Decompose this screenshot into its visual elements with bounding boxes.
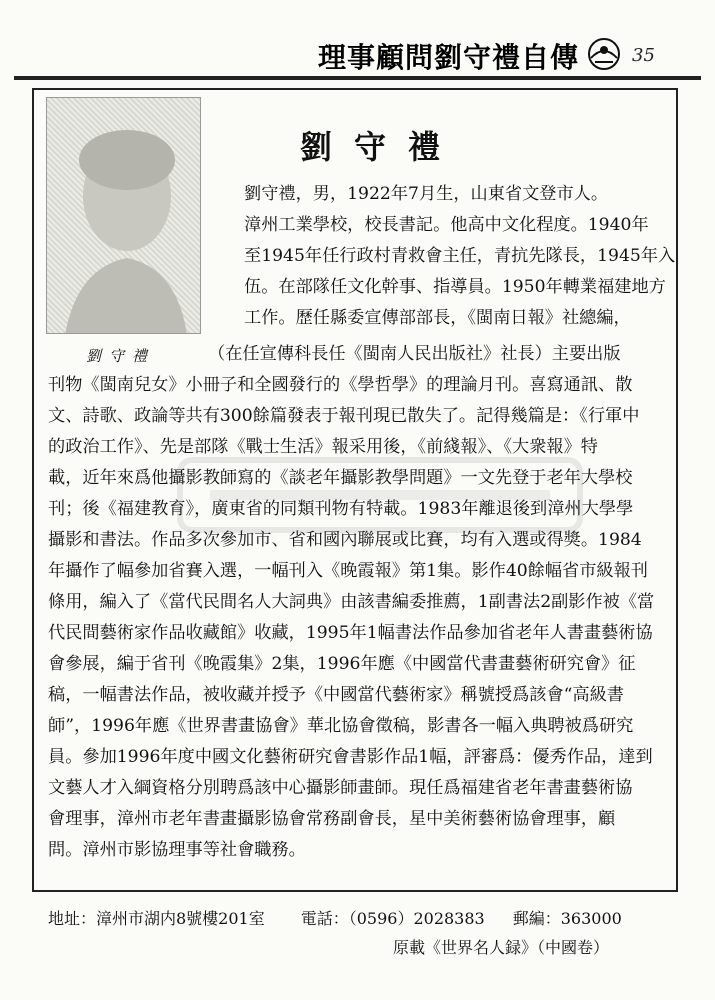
body-line: 稿，一幅書法作品，被收藏并授予《中國當代藝術家》稱號授爲該會“高級書 <box>48 685 624 705</box>
body-line: 工作。歷任縣委宣傳部部長，《閩南日報》社總編， <box>244 308 631 328</box>
portrait-photo <box>46 97 201 334</box>
body-line: 載，近年來爲他攝影教師寫的《談老年攝影教學問題》一文先登于老年大學校 <box>48 468 633 488</box>
body-line: 伍。在部隊任文化幹事、指導員。1950年轉業福建地方 <box>244 277 666 297</box>
source-citation: 原載《世界名人録》（中國卷） <box>393 938 610 957</box>
body-line: 年攝作了幅參加省賽入選，一幅刊入《晚霞報》第1集。影作40餘幅省市級報刊 <box>48 561 648 581</box>
body-line: 劉守禮，男，1922年7月生，山東省文登市人。 <box>244 184 609 204</box>
body-line: 代民間藝術家作品收藏館》收藏，1995年1幅書法作品參加省老年人書畫藝術協 <box>48 623 653 643</box>
body-line: 文藝人才入綱資格分別聘爲該中心攝影師畫師。現任爲福建省老年書畫藝術協 <box>48 778 633 798</box>
page-number: 35 <box>632 45 655 66</box>
photo-caption: 劉守禮 <box>86 347 156 365</box>
address-text: 地址：漳州市湖内8號樓201室 <box>48 909 265 928</box>
name-heading: 劉守禮 <box>300 128 463 166</box>
body-line: 問。漳州市影協理事等社會職務。 <box>48 840 306 860</box>
postcode-text: 郵編：363000 <box>512 909 622 928</box>
body-line: 員。參加1996年度中國文化藝術研究會書影作品1幅，評審爲：優秀作品，達到 <box>48 747 653 767</box>
body-line: 至1945年任行政村青救會主任，青抗先隊長，1945年入 <box>244 246 676 266</box>
body-line: 刊；後《福建教育》，廣東省的同類刊物有特載。1983年離退後到漳州大學學 <box>48 499 634 519</box>
body-line: 漳州工業學校，校長書記。他高中文化程度。1940年 <box>244 215 649 235</box>
body-line: 會理事，漳州市老年書畫攝影協會常務副會長，星中美術藝術協會理事，顧 <box>48 809 616 829</box>
body-line: 文、詩歌、政論等共有300餘篇發表于報刊現已散失了。記得幾篇是：《行軍中 <box>48 406 640 426</box>
body-line: 的政治工作》、先是部隊《戰士生活》報采用後，《前綫報》、《大衆報》特 <box>48 437 598 457</box>
seal-emblem-icon <box>585 36 623 72</box>
body-line: 條用，編入了《當代民間名人大詞典》由該書編委推薦，1副書法2副影作被《當 <box>48 592 655 612</box>
body-line: （在任宣傳科長任《閩南人民出版社》社長）主要出版 <box>208 344 621 364</box>
header-divider <box>14 76 701 80</box>
body-line: 刊物《閩南兒女》小冊子和全國發行的《學哲學》的理論月刊。喜寫通訊、散 <box>48 375 633 395</box>
contact-info <box>48 906 622 929</box>
body-line: 師”，1996年應《世界書畫協會》華北協會徵稿，影書各一幅入典聘被爲研究 <box>48 716 634 736</box>
page-title: 理事顧問劉守禮自傳 <box>318 41 580 74</box>
phone-text: 電話：（0596）2028383 <box>300 909 485 928</box>
body-line: 會參展，編于省刊《晚霞集》2集，1996年應《中國當代書畫藝術研究會》征 <box>48 654 636 674</box>
body-line: 攝影和書法。作品多次參加市、省和國內聯展或比賽，均有入選或得獎。1984 <box>48 530 642 550</box>
